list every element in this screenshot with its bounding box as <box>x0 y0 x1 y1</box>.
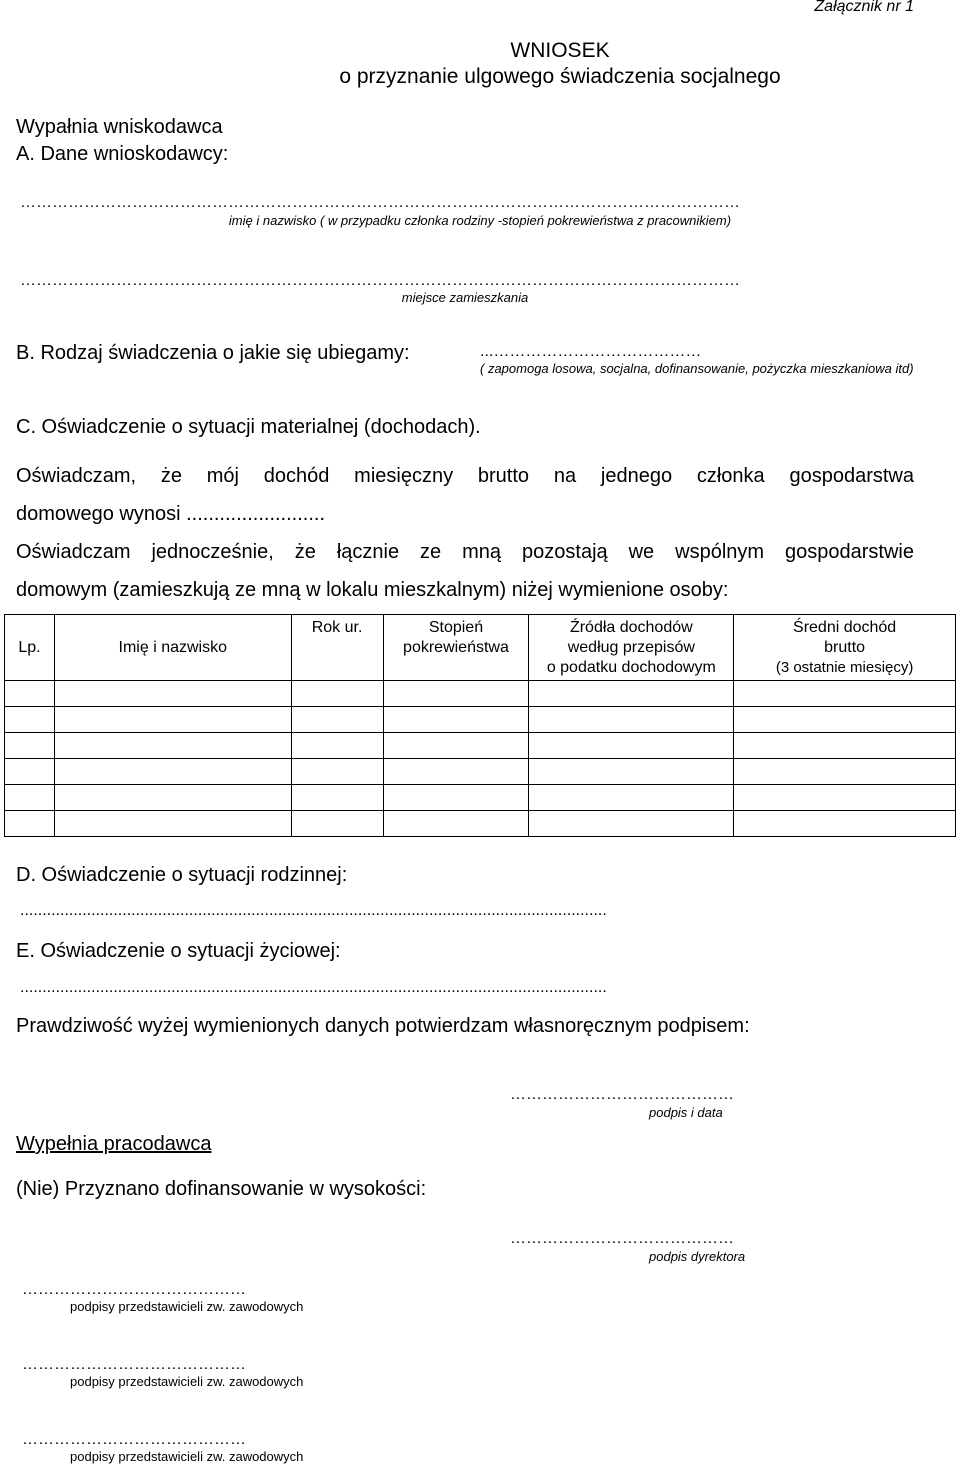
household-statement-line2: domowym (zamieszkują ze mną w lokalu mieszkalnym) niżej wymienione osoby: <box>16 579 729 601</box>
income-statement-line2: domowego wynosi ......................... <box>16 503 326 525</box>
table-header-row <box>5 615 956 681</box>
union-signature-line-2[interactable]: …………………………………… <box>22 1356 246 1373</box>
benefit-type-dotted-line[interactable]: ...………………………………… <box>480 343 702 360</box>
table-row[interactable] <box>5 759 956 785</box>
family-situation-dotted-line[interactable]: .................................................................................................................................... <box>20 902 607 919</box>
table-row[interactable] <box>5 785 956 811</box>
applicant-signature-line[interactable]: …………………………………… <box>510 1086 734 1103</box>
filled-by-applicant-label: Wypałnia wniskodawca <box>16 116 223 138</box>
union-signature-caption-1: podpisy przedstawicieli zw. zawodowych <box>70 1299 304 1314</box>
header-lp: Lp. <box>5 615 55 681</box>
header-birth-year: Rok ur. <box>291 615 383 681</box>
union-signature-line-1[interactable]: …………………………………… <box>22 1281 246 1298</box>
director-signature-caption: podpis dyrektora <box>649 1249 746 1264</box>
table-row[interactable] <box>5 811 956 837</box>
form-subtitle: o przyznanie ulgowego świadczenia socjalnego <box>339 65 781 88</box>
life-situation-dotted-line[interactable]: .................................................................................................................................... <box>20 979 607 996</box>
name-caption: imię i nazwisko ( w przypadku członka rodziny -stopień pokrewieństwa z pracownikiem) <box>228 213 732 228</box>
annex-label: Załącznik nr 1 <box>814 0 914 15</box>
residence-caption: miejsce zamieszkania <box>401 290 529 305</box>
header-name: Imię i nazwisko <box>54 615 291 681</box>
section-d-heading: D. Oświadczenie o sytuacji rodzinnej: <box>16 864 348 886</box>
union-signature-line-3[interactable]: …………………………………… <box>22 1431 246 1448</box>
form-title: WNIOSEK <box>510 39 610 62</box>
granted-amount-line: (Nie) Przyznano dofinansowanie w wysokości: <box>16 1178 427 1200</box>
table-row[interactable] <box>5 681 956 707</box>
applicant-signature-caption: podpis i data <box>649 1105 723 1120</box>
header-average-income: Średni dochód brutto (3 ostatnie miesięcy) <box>734 615 956 681</box>
director-signature-line[interactable]: …………………………………… <box>510 1230 734 1247</box>
income-statement-line1: Oświadczam, że mój dochód miesięczny brutto na jednego członka gospodarstwa <box>16 465 914 487</box>
section-a-heading: A. Dane wnioskodawcy: <box>16 143 229 165</box>
table-row[interactable] <box>5 733 956 759</box>
header-kinship: Stopień pokrewieństwa <box>383 615 529 681</box>
residence-dotted-line[interactable]: ……………………………………………………………………………………………………………………… <box>20 272 740 289</box>
confirmation-statement: Prawdziwość wyżej wymienionych danych potwierdzam własnoręcznym podpisem: <box>16 1015 750 1037</box>
name-dotted-line[interactable]: ……………………………………………………………………………………………………………………… <box>20 194 740 211</box>
table-row[interactable] <box>5 707 956 733</box>
benefit-type-caption: ( zapomoga losowa, socjalna, dofinansowanie, pożyczka mieszkaniowa itd) <box>480 361 914 376</box>
section-b-heading: B. Rodzaj świadczenia o jakie się ubiegamy: <box>16 342 410 364</box>
section-c-heading: C. Oświadczenie o sytuacji materialnej (dochodach). <box>16 416 481 438</box>
union-signature-caption-3: podpisy przedstawicieli zw. zawodowych <box>70 1449 304 1464</box>
header-income-source: Źródła dochodów według przepisów o podatku dochodowym <box>529 615 734 681</box>
section-e-heading: E. Oświadczenie o sytuacji życiowej: <box>16 940 341 962</box>
household-members-table <box>4 614 956 837</box>
household-statement-line1: Oświadczam jednocześnie, że łącznie ze mną pozostają we wspólnym gospodarstwie <box>16 541 914 563</box>
employer-section-heading: Wypełnia pracodawca <box>16 1133 212 1155</box>
union-signature-caption-2: podpisy przedstawicieli zw. zawodowych <box>70 1374 304 1389</box>
